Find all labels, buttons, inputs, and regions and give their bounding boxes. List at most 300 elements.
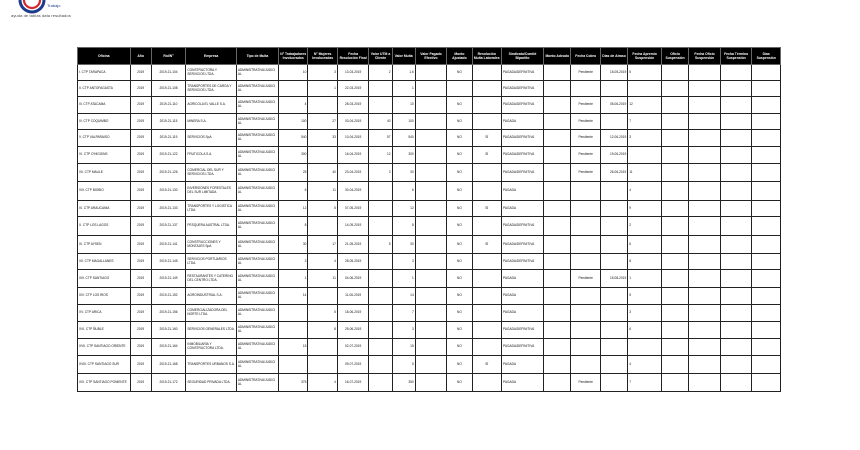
table-body <box>78 65 781 392</box>
table-cell <box>369 217 392 236</box>
table-cell: 12 <box>392 201 415 217</box>
table-cell <box>720 270 752 288</box>
table-cell: NO <box>447 374 472 392</box>
table-cell: 7 <box>628 114 662 130</box>
table-cell <box>720 374 752 392</box>
table-cell: CONSTRUCCIONES Y MONTAJES SpA <box>186 236 237 254</box>
table-cell <box>689 339 721 356</box>
table-cell: Pendiente <box>571 270 600 288</box>
table-cell: SÍ <box>472 356 501 374</box>
table-cell: 100 <box>278 114 307 130</box>
table-cell: 2019-21-168 <box>151 356 186 374</box>
table-cell <box>752 374 781 392</box>
table-row <box>78 356 781 374</box>
table-cell: NO <box>447 356 472 374</box>
table-cell: ADMINISTRATIVA/JUDICIAL <box>236 97 278 114</box>
table-cell: COMERCIAL DEL SUR Y SERVICIOS LTDA. <box>186 164 237 182</box>
table-cell <box>661 182 688 201</box>
table-cell <box>544 305 571 322</box>
table-cell <box>720 182 752 201</box>
table-cell: ADMINISTRATIVA/JUDICIAL <box>236 270 278 288</box>
table-cell: VI. CTP O'HIGGINS <box>78 147 131 164</box>
table-cell <box>661 339 688 356</box>
column-header: Resolución Multa Laborales <box>472 48 501 65</box>
table-cell: 1 <box>278 270 307 288</box>
table-cell: 2019-21-110 <box>151 97 186 114</box>
table-cell: PAGADA/DEFINITIVA <box>501 130 543 147</box>
table-cell <box>369 339 392 356</box>
table-cell: 14 <box>392 288 415 305</box>
table-cell: 2019 <box>130 339 151 356</box>
table-cell: 6 <box>628 236 662 254</box>
table-cell: 15 <box>392 339 415 356</box>
table-cell: ADMINISTRATIVA/JUDICIAL <box>236 322 278 339</box>
table-cell <box>415 182 447 201</box>
table-cell: 2019 <box>130 147 151 164</box>
table-cell: Pendiente <box>571 114 600 130</box>
table-cell: 4 <box>308 254 337 270</box>
column-header: Monto Adeudo <box>544 48 571 65</box>
table-cell: 2019-21-137 <box>151 217 186 236</box>
table-cell: ADMINISTRATIVA/JUDICIAL <box>236 182 278 201</box>
table-row <box>78 130 781 147</box>
table-cell <box>752 217 781 236</box>
table-cell: SÍ <box>472 130 501 147</box>
table-cell: 100 <box>392 114 415 130</box>
table-cell: 375 <box>278 374 307 392</box>
table-cell: AGROINDUSTRIAL S.A. <box>186 288 237 305</box>
table-cell <box>544 322 571 339</box>
table-cell: 30 <box>392 164 415 182</box>
table-cell <box>600 114 627 130</box>
table-cell: 10-04-2019 <box>337 130 369 147</box>
table-cell <box>571 322 600 339</box>
table-cell: 1.6 <box>392 65 415 81</box>
table-cell: PAGADA <box>501 201 543 217</box>
table-cell <box>571 217 600 236</box>
table-cell <box>308 288 337 305</box>
table-cell: 12 <box>628 97 662 114</box>
table-cell <box>689 270 721 288</box>
column-header: Oficina <box>78 48 131 65</box>
table-cell <box>369 254 392 270</box>
table-cell: 2019-21-141 <box>151 236 186 254</box>
table-cell: 33 <box>308 130 337 147</box>
table-cell: 6 <box>392 182 415 201</box>
table-cell <box>689 356 721 374</box>
table-cell <box>472 322 501 339</box>
table-cell: 30 <box>278 236 307 254</box>
table-cell: SÍ <box>472 236 501 254</box>
table-cell: NO <box>447 147 472 164</box>
table-cell: 2019-21-160 <box>151 322 186 339</box>
table-cell <box>720 288 752 305</box>
table-cell <box>308 356 337 374</box>
table-cell: NO <box>447 236 472 254</box>
table-cell: MINERA S.A. <box>186 114 237 130</box>
table-cell: 40 <box>369 114 392 130</box>
table-cell: 6 <box>628 322 662 339</box>
table-cell <box>689 130 721 147</box>
table-cell: PAGADA/DEFINITIVA <box>501 217 543 236</box>
table-cell: 2019 <box>130 182 151 201</box>
table-cell: 10 <box>278 65 307 81</box>
table-cell: 2019 <box>130 81 151 97</box>
table-cell: VII. CTP MAULE <box>78 164 131 182</box>
table-cell: XV. CTP ARICA <box>78 305 131 322</box>
table-cell: FRUTICOLA S.A. <box>186 147 237 164</box>
table-row <box>78 164 781 182</box>
logo-caption: Trabajo <box>47 3 61 8</box>
table-cell <box>720 114 752 130</box>
table-cell: 2019-21-145 <box>151 254 186 270</box>
column-header: N° Mujeres Involucradas <box>308 48 337 65</box>
table-cell: 4 <box>628 356 662 374</box>
table-cell <box>600 236 627 254</box>
table-cell <box>661 374 688 392</box>
table-cell: 2019-21-115 <box>151 114 186 130</box>
table-cell: Pendiente <box>571 374 600 392</box>
table-cell: 18-06-2019 <box>337 305 369 322</box>
column-header: Año <box>130 48 151 65</box>
table-cell <box>600 217 627 236</box>
table-cell: 15 <box>278 339 307 356</box>
table-cell <box>689 81 721 97</box>
table-cell: Pendiente <box>571 65 600 81</box>
table-cell <box>544 236 571 254</box>
table-cell <box>415 164 447 182</box>
table-cell <box>752 270 781 288</box>
table-cell: 5 <box>369 236 392 254</box>
table-cell: 05-06-2019 <box>600 97 627 114</box>
table-cell <box>661 65 688 81</box>
table-cell: 2019-21-172 <box>151 374 186 392</box>
column-header: N° Trabajadores Involucrados <box>278 48 307 65</box>
table-cell: 25 <box>278 164 307 182</box>
column-header: Fecha Oficio Suspensión <box>689 48 721 65</box>
table-cell: 2 <box>628 217 662 236</box>
table-cell: PAGADA <box>501 182 543 201</box>
table-cell <box>415 81 447 97</box>
table-cell <box>278 305 307 322</box>
table-cell: 1 <box>308 81 337 97</box>
table-cell <box>752 254 781 270</box>
table-cell <box>720 339 752 356</box>
table-cell: 2019 <box>130 322 151 339</box>
table-cell: X. CTP LOS LAGOS <box>78 217 131 236</box>
table-cell <box>278 81 307 97</box>
table-cell <box>720 236 752 254</box>
table-cell: V. CTP VALPARAISO <box>78 130 131 147</box>
table-cell: NO <box>447 288 472 305</box>
table-cell <box>689 236 721 254</box>
table-cell: 2019-21-126 <box>151 164 186 182</box>
table-cell: PAGADA <box>501 356 543 374</box>
table-cell: PAGADA <box>501 288 543 305</box>
table-cell: 12-06-2019 <box>600 130 627 147</box>
table-cell <box>571 305 600 322</box>
table-cell: 09-07-2019 <box>337 356 369 374</box>
table-row <box>78 182 781 201</box>
column-header: Fecha Resolución Final <box>337 48 369 65</box>
table-cell: 27 <box>308 114 337 130</box>
table-cell: 5 <box>308 305 337 322</box>
table-cell: ADMINISTRATIVA/JUDICIAL <box>236 236 278 254</box>
table-cell: 22-03-2019 <box>337 81 369 97</box>
table-cell: PAGADA/DEFINITIVA <box>501 97 543 114</box>
table-cell: 2 <box>369 65 392 81</box>
table-cell <box>689 182 721 201</box>
table-cell: 2019 <box>130 374 151 392</box>
table-cell: NO <box>447 97 472 114</box>
table-cell: Pendiente <box>571 147 600 164</box>
table-cell: PAGADA <box>501 270 543 288</box>
table-cell: CONSTRUCTORA Y SERVICIOS LTDA. <box>186 65 237 81</box>
table-row <box>78 147 781 164</box>
table-cell <box>752 130 781 147</box>
table-cell: NO <box>447 339 472 356</box>
table-row <box>78 236 781 254</box>
table-cell: SERVICIOS GENERALES LTDA. <box>186 322 237 339</box>
table-cell <box>544 270 571 288</box>
table-cell: INVERSIONES FORESTALES DEL SUR LIMITADA <box>186 182 237 201</box>
table-cell <box>369 201 392 217</box>
table-cell <box>544 374 571 392</box>
table-cell: 2019 <box>130 254 151 270</box>
table-cell <box>720 322 752 339</box>
table-cell: Pendiente <box>571 97 600 114</box>
column-header: Valor Multa <box>392 48 415 65</box>
table-cell: 1 <box>628 270 662 288</box>
table-cell <box>720 97 752 114</box>
table-cell: 40 <box>308 164 337 182</box>
table-cell <box>752 65 781 81</box>
table-cell: 1 <box>392 270 415 288</box>
column-header: Días Suspensión <box>752 48 781 65</box>
table-cell <box>628 339 662 356</box>
table-cell <box>720 81 752 97</box>
table-cell: XVII. CTP SANTIAGO ORIENTE <box>78 339 131 356</box>
table-cell: NO <box>447 217 472 236</box>
fines-table <box>77 47 781 392</box>
table-row <box>78 217 781 236</box>
table-cell: 2019 <box>130 164 151 182</box>
column-header: Empresa <box>186 48 237 65</box>
table-cell: ADMINISTRATIVA/JUDICIAL <box>236 356 278 374</box>
table-header-row <box>78 48 781 65</box>
table-cell: PAGADA/DEFINITIVA <box>501 65 543 81</box>
table-row <box>78 339 781 356</box>
table-cell: 15-08-2019 <box>600 270 627 288</box>
table-cell: 4 <box>308 374 337 392</box>
table-cell <box>369 270 392 288</box>
table-cell <box>472 339 501 356</box>
table-cell: PAGADA <box>501 374 543 392</box>
table-cell <box>544 288 571 305</box>
table-cell: 2019 <box>130 356 151 374</box>
table-cell: TRANSPORTES URBANOS S.A. <box>186 356 237 374</box>
table-cell <box>600 81 627 97</box>
table-cell <box>720 147 752 164</box>
table-cell: 2019-21-119 <box>151 130 186 147</box>
table-cell <box>628 147 662 164</box>
table-cell: 2019 <box>130 65 151 81</box>
column-header: Oficio Suspensión <box>661 48 688 65</box>
table-cell: ADMINISTRATIVA/JUDICIAL <box>236 114 278 130</box>
table-cell <box>571 254 600 270</box>
table-cell <box>689 322 721 339</box>
table-cell <box>600 254 627 270</box>
table-cell <box>600 322 627 339</box>
table-cell: ADMINISTRATIVA/JUDICIAL <box>236 65 278 81</box>
table-cell: 3 <box>628 130 662 147</box>
table-cell <box>661 97 688 114</box>
table-cell <box>472 305 501 322</box>
table-row <box>78 254 781 270</box>
table-cell: ADMINISTRATIVA/JUDICIAL <box>236 81 278 97</box>
table-cell: 28-03-2019 <box>337 97 369 114</box>
table-cell: 19-06-2019 <box>600 147 627 164</box>
table-cell <box>720 201 752 217</box>
table-cell <box>661 322 688 339</box>
table-cell: 7 <box>392 305 415 322</box>
table-cell <box>369 322 392 339</box>
table-cell <box>544 81 571 97</box>
table-cell: 6 <box>278 182 307 201</box>
table-cell: COMERCIALIZADORA DEL NORTE LTDA. <box>186 305 237 322</box>
table-cell <box>369 182 392 201</box>
table-cell: PAGADA/DEFINITIVA <box>501 147 543 164</box>
table-cell: 30-04-2019 <box>337 182 369 201</box>
table-cell: NO <box>447 130 472 147</box>
table-cell: SERVICIOS PORTUARIOS LTDA. <box>186 254 237 270</box>
table-cell <box>544 164 571 182</box>
column-header: Sindicato/Comité Bipartito <box>501 48 543 65</box>
table-cell: 2019 <box>130 114 151 130</box>
table-cell: 12 <box>369 147 392 164</box>
table-cell <box>661 288 688 305</box>
table-cell: INMOBILIARIA Y CONSTRUCTORA LTDA. <box>186 339 237 356</box>
table-cell: 25-06-2019 <box>337 322 369 339</box>
table-cell: 3 <box>278 254 307 270</box>
table-cell: NO <box>447 322 472 339</box>
table-cell: 11 <box>308 270 337 288</box>
table-cell <box>472 217 501 236</box>
table-cell: NO <box>447 270 472 288</box>
table-cell: 8 <box>278 217 307 236</box>
table-cell <box>689 254 721 270</box>
table-cell <box>600 288 627 305</box>
table-cell: ADMINISTRATIVA/JUDICIAL <box>236 305 278 322</box>
table-cell <box>752 81 781 97</box>
table-cell <box>720 65 752 81</box>
table-cell <box>369 97 392 114</box>
table-cell: 4 <box>628 182 662 201</box>
table-cell <box>689 114 721 130</box>
table-cell <box>544 339 571 356</box>
table-cell: 12 <box>278 201 307 217</box>
table-cell <box>689 65 721 81</box>
table-cell <box>628 81 662 97</box>
table-cell: 2019-21-130 <box>151 182 186 201</box>
table-cell: NO <box>447 201 472 217</box>
table-cell <box>544 217 571 236</box>
table-cell: 04-06-2019 <box>337 270 369 288</box>
table-cell: 2019-21-133 <box>151 201 186 217</box>
table-cell: I. CTP TARAPACA <box>78 65 131 81</box>
table-row <box>78 81 781 97</box>
table-cell: 2019 <box>130 217 151 236</box>
table-cell: 3 <box>628 305 662 322</box>
table-cell <box>752 164 781 182</box>
table-cell <box>415 97 447 114</box>
table-cell: 8 <box>308 322 337 339</box>
table-cell: 5 <box>628 65 662 81</box>
column-header: Fecha Apremio Suspensión <box>628 48 662 65</box>
table-cell: XII. CTP MAGALLANES <box>78 254 131 270</box>
table-cell: 14-05-2019 <box>337 217 369 236</box>
table-cell <box>752 114 781 130</box>
table-cell: 2019 <box>130 236 151 254</box>
table-row <box>78 374 781 392</box>
column-header: Fecha Cobro <box>571 48 600 65</box>
table-cell <box>689 147 721 164</box>
table-cell: NO <box>447 305 472 322</box>
table-cell: 23-04-2019 <box>337 164 369 182</box>
table-cell: 2019-21-149 <box>151 270 186 288</box>
table-row <box>78 65 781 81</box>
table-cell: 13-03-2019 <box>337 65 369 81</box>
page-tagline: ayuda de tablas data resultados <box>11 13 71 18</box>
table-cell: 02-07-2019 <box>337 339 369 356</box>
table-cell: ADMINISTRATIVA/JUDICIAL <box>236 339 278 356</box>
table-cell: XVIII. CTP SANTIAGO SUR <box>78 356 131 374</box>
table-cell: 10 <box>392 97 415 114</box>
table-cell <box>544 356 571 374</box>
table-row <box>78 288 781 305</box>
table-cell <box>752 356 781 374</box>
table-cell: SÍ <box>472 147 501 164</box>
table-cell <box>720 254 752 270</box>
table-row <box>78 322 781 339</box>
table-cell: 2019-21-122 <box>151 147 186 164</box>
table-cell <box>571 288 600 305</box>
table-cell: 2019-21-104 <box>151 65 186 81</box>
table-row <box>78 270 781 288</box>
table-cell: SERVICIOS SpA <box>186 130 237 147</box>
table-cell <box>600 356 627 374</box>
table-cell <box>571 356 600 374</box>
table-cell: ADMINISTRATIVA/JUDICIAL <box>236 374 278 392</box>
table-cell <box>752 236 781 254</box>
table-cell <box>661 217 688 236</box>
table-cell: 21-05-2019 <box>337 236 369 254</box>
table-cell: 2019 <box>130 270 151 288</box>
table-cell: 2019 <box>130 201 151 217</box>
table-cell <box>544 114 571 130</box>
table-cell <box>544 97 571 114</box>
table-cell <box>308 97 337 114</box>
table-cell: ADMINISTRATIVA/JUDICIAL <box>236 254 278 270</box>
table-cell: 4 <box>278 97 307 114</box>
table-cell: 1 <box>392 81 415 97</box>
table-cell <box>720 130 752 147</box>
column-header: Días de Atraso <box>600 48 627 65</box>
table-cell: 15-05-2019 <box>600 65 627 81</box>
table-row <box>78 201 781 217</box>
table-cell <box>415 288 447 305</box>
table-cell: NO <box>447 164 472 182</box>
